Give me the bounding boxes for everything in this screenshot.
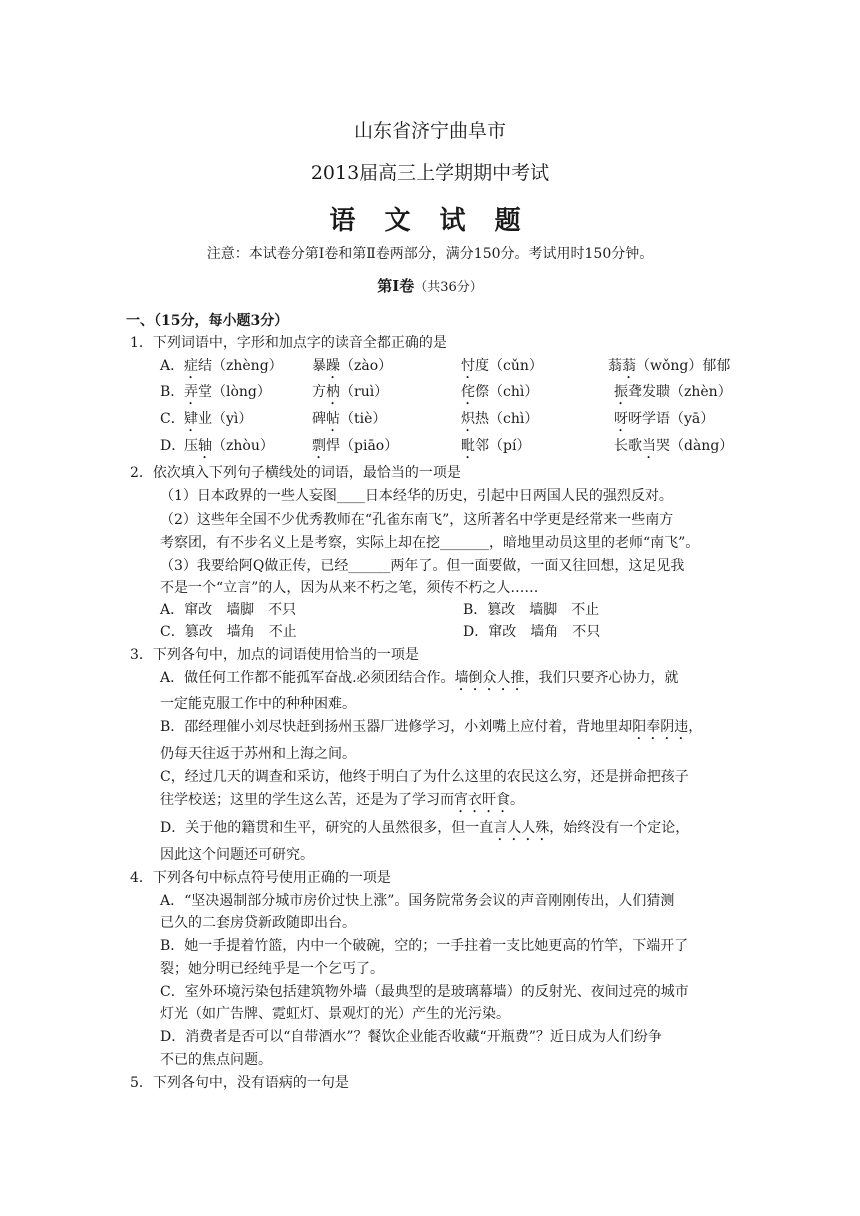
volume-score: （共36分）: [414, 280, 483, 295]
q2-option-d: D．窜改 墙角 不只: [463, 624, 601, 640]
word-item: 炽热（chì）: [461, 411, 539, 427]
q4-option-a: A．“坚决遏制部分城市房价过快上涨”。国务院常务会议的声音刚刚传出，人们猜测: [160, 893, 675, 909]
word-item: 碑帖（tiè）: [312, 411, 387, 427]
option-label: B．: [160, 384, 185, 400]
option-label: C．: [160, 411, 185, 427]
q2-option-a: A．窜改 墙脚 不只: [160, 602, 297, 618]
word-item: 压轴（zhòu）: [184, 438, 274, 454]
q3-stem: 3．下列各句中，加点的词语使用恰当的一项是: [130, 647, 419, 663]
q4-option-d-cont: 不已的焦点问题。: [160, 1052, 272, 1068]
q3-option-a-cont: 一定能克服工作中的种种困难。: [160, 696, 356, 712]
dotted-phrase: 言人人殊: [493, 820, 550, 836]
q2-sentence-3a: （3）我要给阿Q做正传，已经______两年了。但一面要做，一面又往回想，这足见我: [160, 558, 685, 574]
option-label: A．: [160, 358, 185, 374]
q2-option-c: C．篡改 墙角 不止: [160, 624, 297, 640]
q2-sentence-2a: （2）这些年全国不少优秀教师在“孔雀东南飞”，这所著名中学更是经常来一些南方: [160, 512, 674, 528]
dotted-phrase: 阳奉阴违: [632, 719, 689, 735]
word-item: 肄业（yì）: [184, 411, 253, 427]
q5-stem: 5．下列各句中，没有语病的一句是: [130, 1075, 349, 1091]
q3-option-b: B．邵经理催小刘尽快赶到扬州玉器厂进修学习，小刘嘴上应付着，背地里却阳奉阴违，: [160, 719, 703, 735]
dotted-phrase: 宵衣旰食: [454, 792, 510, 808]
word-item: 毗邻（pí）: [461, 438, 531, 454]
region-title: 山东省济宁曲阜市: [353, 120, 506, 142]
q3-option-a: A．做任何工作都不能孤军奋战.必须团结合作。墙倒众人推，我们只要齐心协力，就: [160, 670, 679, 686]
option-label: D．: [160, 438, 186, 454]
volume-title: 第Ⅰ卷: [377, 277, 415, 295]
q3-option-d: D．关于他的籍贯和生平，研究的人虽然很多，但一直言人人殊，始终没有一个定论，: [160, 820, 690, 836]
q2-sentence-3b: 不是一个“立言”的人，因为从来不朽之笔，须传不朽之人……: [160, 580, 539, 596]
volume-heading: [0, 275, 860, 296]
word-item: 呀呀学语（yā）: [614, 411, 715, 427]
q2-sentence-1: （1）日本政界的一些人妄图____日本经华的历史，引起中日两国人民的强烈反对。: [160, 488, 673, 504]
q2-option-b: B．篡改 墙脚 不止: [463, 602, 600, 618]
q3-option-c: C，经过几天的调查和采访，他终于明白了为什么这里的农民这么穷，还是拼命把孩子: [160, 769, 689, 785]
q4-option-d: D．消费者是否可以“自带酒水”？餐饮企业能否收藏“开瓶费”？近日成为人们纷争: [160, 1029, 662, 1045]
word-item: 弄堂（lòng）: [184, 384, 271, 400]
word-item: 剽悍（piāo）: [312, 438, 399, 454]
exam-title: 2013届高三上学期期中考试: [310, 162, 550, 184]
q2-stem: 2．依次填入下列句子横线处的词语，最恰当的一项是: [130, 465, 461, 481]
word-item: 暴躁（zào）: [312, 358, 393, 374]
word-item: 长歌当哭（dàng）: [614, 438, 734, 454]
q4-option-b-cont: 裂；她分明已经纯乎是一个乞丐了。: [160, 961, 384, 977]
section-heading: 一、（15分，每小题3分）: [126, 313, 289, 329]
q4-stem: 4．下列各句中标点符号使用正确的一项是: [130, 870, 391, 886]
q4-option-a-cont: 已久的二套房贷新政随即出台。: [160, 915, 356, 931]
q2-sentence-2b: 考察团，有不步名义上是考察，实际上却在挖_______，暗地里动员这里的老师“南飞”。: [160, 535, 700, 551]
q3-option-d-cont: 因此这个问题还可研究。: [160, 847, 314, 863]
q4-option-b: B．她一手提着竹篮，内中一个破碗，空的；一手拄着一支比她更高的竹竿，下端开了: [160, 938, 689, 954]
q4-option-c: C．室外环境污染包括建筑物外墙（最典型的是玻璃幕墙）的反射光、夜间过亮的城市: [160, 984, 689, 1000]
q1-stem: 1．下列词语中，字形和加点字的读音全都正确的是: [130, 335, 447, 351]
q3-option-b-cont: 仍每天往返于苏州和上海之间。: [160, 746, 356, 762]
word-item: 症结（zhèng）: [184, 358, 283, 374]
subject-title: 语 文 试 题: [329, 206, 531, 236]
exam-notice: 注意：本试卷分第Ⅰ卷和第Ⅱ卷两部分，满分150分。考试用时150分钟。: [206, 246, 654, 262]
word-item: 方枘（ruì）: [312, 384, 389, 400]
word-item: 蓊蓊（wǒng）郁郁: [608, 358, 731, 374]
word-item: 侘傺（chì）: [461, 384, 539, 400]
word-item: 忖度（cǔn）: [461, 358, 543, 374]
dotted-phrase: 墙倒众人推: [454, 670, 525, 686]
q4-option-c-cont: 灯光（如广告牌、霓虹灯、景观灯的光）产生的光污染。: [160, 1006, 510, 1022]
word-item: 振聋发聩（zhèn）: [614, 384, 732, 400]
q3-option-c-cont: 往学校送；这里的学生这么苦，还是为了学习而宵衣旰食。: [160, 792, 524, 808]
